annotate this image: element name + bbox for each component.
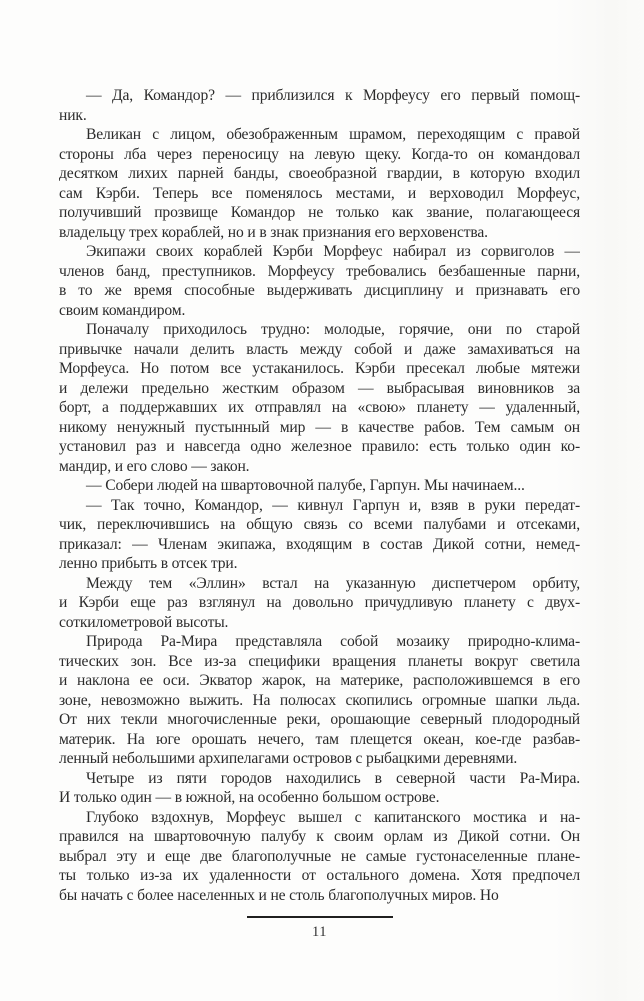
text-line: владельцу трех кораблей, но и в знак признания его верховенства. <box>59 223 488 241</box>
text-line: И только один — в южной, на особенно большом острове. <box>59 789 440 806</box>
text-line: тических зон. Все из-за специфики вращения планеты вокруг светила <box>59 652 580 670</box>
paragraph <box>59 320 580 476</box>
paragraph <box>59 86 580 125</box>
paragraph <box>59 242 580 320</box>
paragraph <box>59 632 580 769</box>
text-line: получивший прозвище Командор не только как звание, полагающееся <box>59 204 580 221</box>
text-line: приказал: — Членам экипажа, входящим в состав Дикой сотни, немед- <box>59 535 580 553</box>
paragraph <box>59 769 580 808</box>
text-line: правился на швартовочную палубу к своим орлам из Дикой сотни. Он <box>59 828 580 845</box>
text-line: От них текли многочисленные реки, орошающие северный плодородный <box>59 711 580 728</box>
page-number: 11 <box>312 924 327 940</box>
paragraph <box>59 476 580 496</box>
text-line: сам Кэрби. Теперь все поменялось местами, и верховодил Морфеус, <box>59 184 580 202</box>
footer-rule <box>247 916 393 918</box>
text-line: материк. На юге орошать нечего, там плещется океан, кое-где разбав- <box>59 730 580 748</box>
page-text <box>59 86 580 905</box>
text-line: Великан с лицом, обезображенным шрамом, переходящим с правой <box>86 126 580 143</box>
text-line: борт, а поддержавших их отправлял на «свою» планету — удаленный, <box>59 399 580 416</box>
text-line: установил раз и навсегда одно железное правило: есть только один ко- <box>59 438 580 455</box>
text-line: стороны лба через переносицу на левую щеку. Когда-то он командовал <box>59 145 580 163</box>
paragraph <box>59 808 580 906</box>
text-line: привычке начали делить власть между собой и даже замахиваться на <box>59 340 580 358</box>
text-line: и Кэрби еще раз взглянул на довольно причудливую планету с двух- <box>59 594 580 611</box>
text-line: Экипажи своих кораблей Кэрби Морфеус набирал из сорвиголов — <box>86 243 580 260</box>
text-line: своим командиром. <box>59 301 186 319</box>
text-line: членов банд, преступников. Морфеусу требовались безбашенные парни, <box>59 262 580 280</box>
text-line: и дележи предельно жестким образом — выбрасывая виновников за <box>59 379 580 397</box>
paragraph <box>59 125 580 242</box>
paragraph <box>59 574 580 633</box>
text-line: Между тем «Эллин» встал на указанную диспетчером орбиту, <box>86 574 580 592</box>
text-line: — Да, Командор? — приблизился к Морфеусу его первый помощ- <box>86 87 580 104</box>
text-line: выбрал эту и еще две благополучные не самые густонаселенные плане- <box>59 847 580 865</box>
text-line: мандир, и его слово — закон. <box>59 457 250 475</box>
text-line: и наклона ее оси. Экватор жарок, на материке, расположившемся в его <box>59 672 580 689</box>
text-line: бы начать с более населенных и не столь благополучных миров. Но <box>59 886 499 904</box>
text-line: Морфеуса. Но потом все устаканилось. Кэрби пресекал любые мятежи <box>59 360 580 377</box>
text-line: Глубоко вздохнув, Морфеус вышел с капитанского мостика и на- <box>86 808 580 826</box>
text-line: никому ненужный пустынный мир — в качестве рабов. Тем самым он <box>59 418 580 436</box>
text-line: ленно прибыть в отсек три. <box>59 555 238 572</box>
text-line: — Собери людей на швартовочной палубе, Гарпун. Мы начинаем... <box>86 477 525 494</box>
text-line: зоне, невозможно выжить. На полюсах скопились огромные шапки льда. <box>59 691 580 709</box>
text-line: Четыре из пяти городов находились в северной части Ра-Мира. <box>86 769 580 787</box>
page-footer <box>59 916 580 941</box>
text-line: ник. <box>59 106 87 124</box>
text-line: чик, переключившись на общую связь со всеми палубами и отсеками, <box>59 516 580 533</box>
paragraph <box>59 496 580 574</box>
text-line: Поначалу приходилось трудно: молодые, горячие, они по старой <box>86 321 580 338</box>
text-line: соткилометровой высоты. <box>59 613 229 631</box>
text-line: ленный небольшими архипелагами островов с рыбацкими деревнями. <box>59 750 518 767</box>
text-line: — Так точно, Командор, — кивнул Гарпун и, взяв в руки передат- <box>86 496 580 514</box>
text-line: Природа Ра-Мира представляла собой мозаику природно-клима- <box>86 633 580 650</box>
text-line: ты только из-за их удаленности от остального домена. Хотя предпочел <box>59 867 580 884</box>
text-line: десятком лихих парней банды, своеобразной гвардии, в которую входил <box>59 165 580 182</box>
text-line: в то же время способные выдерживать дисциплину и признавать его <box>59 282 580 299</box>
